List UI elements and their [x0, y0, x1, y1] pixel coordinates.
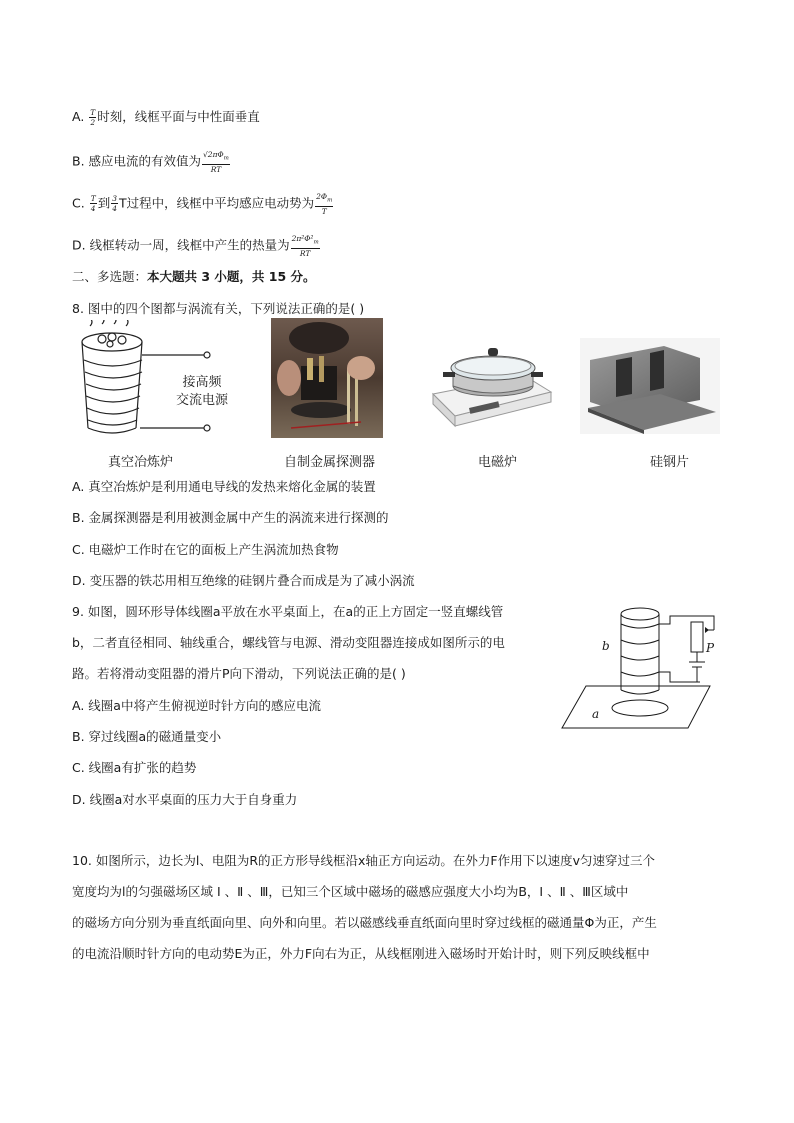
q10-line-4: 的电流沿顺时针方向的电动势E为正，外力F向右为正，从线框刚进入磁场时开始计时，则下列反映线框中 — [72, 946, 650, 961]
furnace-label-line-1: 接高频 — [182, 375, 222, 390]
caption-detector: 自制金属探测器 — [284, 455, 376, 470]
caption-cooker: 电磁炉 — [478, 455, 518, 470]
q7-option-a: A. $\frac{T}{2}$ 时刻，线框平面与中性面垂直 — [72, 108, 260, 127]
q10-line-3: 的磁场方向分别为垂直纸面向里、向外和向里。若以磁感线垂直纸面向里时穿过线框的磁通量Φ为正，产生 — [72, 915, 657, 930]
q7-option-b: B. 感应电流的有效值为 $\frac{√2\pi\Phi_m}{RT}$ — [72, 150, 229, 174]
furnace-power-label — [176, 374, 228, 410]
fraction-t-over-2: $\frac{T}{2}$ — [90, 108, 96, 127]
solenoid-circuit-figure — [556, 600, 726, 735]
q8-option-c: C. 电磁炉工作时在它的面板上产生涡流加热食物 — [72, 542, 339, 557]
caption-steel: 硅钢片 — [650, 455, 690, 470]
silicon-steel-figure — [580, 338, 720, 434]
fraction-average-emf: $\frac{2\Phi_m}{T}$ — [316, 192, 333, 216]
label-p: P — [706, 641, 715, 655]
furnace-label-line-2: 交流电源 — [176, 393, 229, 408]
q8-option-a: A. 真空冶炼炉是利用通电导线的发热来熔化金属的装置 — [72, 479, 376, 494]
q9-option-b: B. 穿过线圈a的磁通量变小 — [72, 729, 222, 744]
metal-detector-photo — [271, 318, 383, 438]
q9-option-c: C. 线圈a有扩张的趋势 — [72, 760, 197, 775]
q7-option-d: D. 线框转动一周，线框中产生的热量为 $\frac{2\pi^2\Phi^2_m}{RT}$ — [72, 234, 319, 258]
q8-stem: 8. 图中的四个图都与涡流有关，下列说法正确的是( ) — [72, 301, 365, 316]
caption-furnace: 真空冶炼炉 — [108, 455, 174, 470]
fraction-3-over-4: $\frac{3}{4}$ — [112, 194, 117, 214]
label-b: b — [602, 639, 610, 653]
q9-stem-line-2: b，二者直径相同、轴线重合，螺线管与电源、滑动变阻器连接成如图所示的电 — [72, 635, 505, 650]
q10-line-1: 10. 如图所示，边长为l、电阻为R的正方形导线框沿x轴正方向运动。在外力F作用下以速度v匀速穿过三个 — [72, 853, 655, 868]
q9-option-d: D. 线圈a对水平桌面的压力大于自身重力 — [72, 792, 298, 807]
fraction-t-over-4: $\frac{T}{4}$ — [90, 194, 96, 214]
section-heading: 二、多选题：本大题共 3 小题，共 15 分。 — [72, 269, 316, 284]
induction-cooker-figure — [425, 342, 555, 430]
q9-stem-line-1: 9. 如图，圆环形导体线圈a平放在水平桌面上，在a的正上方固定一竖直螺线管 — [72, 604, 504, 619]
fraction-effective-current: $\frac{√2\pi\Phi_m}{RT}$ — [203, 150, 229, 174]
q8-option-d: D. 变压器的铁芯用相互绝缘的硅钢片叠合而成是为了减小涡流 — [72, 573, 415, 588]
q7-option-c: C. $\frac{T}{4}$ 到 $\frac{3}{4}$ T过程中，线框中平均感应电动势为 $\frac{2\Phi_m}{T}$ — [72, 192, 333, 216]
q8-option-b: B. 金属探测器是利用被测金属中产生的涡流来进行探测的 — [72, 510, 389, 525]
q9-stem-line-3: 路。若将滑动变阻器的滑片P向下滑动，下列说法正确的是( ) — [72, 666, 406, 681]
fraction-heat: $\frac{2\pi^2\Phi^2_m}{RT}$ — [291, 234, 319, 258]
q9-option-a: A. 线圈a中将产生俯视逆时针方向的感应电流 — [72, 698, 321, 713]
label-a: a — [592, 707, 600, 721]
q10-line-2: 宽度均为l的匀强磁场区域 Ⅰ 、Ⅱ 、Ⅲ，已知三个区域中磁场的磁感应强度大小均为B，Ⅰ 、Ⅱ 、Ⅲ区域中 — [72, 884, 629, 899]
